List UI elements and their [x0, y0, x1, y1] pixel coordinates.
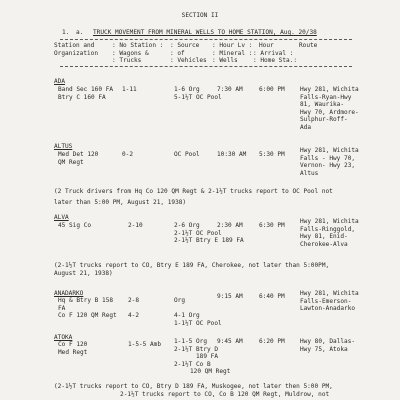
station-route: Hwy 281, Wichita Falls-Ringgold, Hwy 81, Enid- Cherokee-Alva — [300, 218, 359, 248]
note-paragraph: (2-1½T trucks report to CO, Btry D 189 FA, Muskogee, not later then 5:00 PM, 2-1½T trucks report to CO, Co B 120 QM Regt, Muldrow, not — [54, 383, 333, 398]
station-name: ATOKA — [54, 334, 73, 341]
col-wagons-header: : No Station : : Wagons & : Trucks — [112, 42, 164, 65]
station-wagons: 1-11 — [122, 86, 137, 93]
col-station-header: Station and Organization — [54, 42, 99, 57]
station-route: Hwy 281, Wichita Falls-Ryan-Hwy 81, Waurika- Hwy 70, Ardmore- Sulphur-Roff- Ada — [300, 86, 359, 131]
station-name: ALVA — [54, 214, 69, 221]
station-route: Hwy 281, Wichita Falls - Hwy 70, Vernon- Hwy 23, Altus — [300, 147, 359, 177]
station-wagons: 2-10 — [128, 222, 143, 229]
station-source: 1-1-5 Org 2-1½T Btry D 189 FA 2-1½T Co B 120 QM Regt — [174, 338, 231, 376]
station-hour-arrive: 6:20 PM — [259, 338, 285, 345]
station-units: Med Det 120 QM Regt — [58, 151, 99, 166]
station-units: 45 Sig Co — [58, 222, 92, 229]
col-source-header: : Source : of : Vehicles — [170, 42, 207, 65]
station-source: OC Pool — [174, 151, 200, 158]
station-hour-arrive: 6:30 PM — [259, 222, 285, 229]
station-wagons: 1-5-5 Amb — [128, 341, 162, 348]
station-units: Co F 120 Med Regt — [58, 341, 88, 356]
header-top-rule — [60, 39, 352, 40]
station-name: ANADARKO — [54, 290, 84, 297]
station-hour-leave: 9:15 AM — [217, 293, 243, 300]
station-route: Hwy 281, Wichita Falls-Emerson- Lawton-Anadarko — [300, 290, 359, 313]
station-hour-leave: 7:30 AM — [217, 86, 243, 93]
station-wagons: 2-8 4-2 — [128, 297, 140, 320]
col-route-header: Route — [299, 42, 318, 49]
col-hour-arrival-header: Hour : Arrival : : Home Sta.: — [253, 42, 298, 65]
heading-title: TRUCK MOVEMENT FROM MINERAL WELLS TO HOME STATION, Aug. 20/38 — [93, 29, 317, 36]
station-hour-leave: 9:45 AM — [217, 338, 243, 345]
station-hour-leave: 2:30 AM — [217, 222, 243, 229]
station-source: Org 4-1 Org 1-1½T OC Pool — [174, 297, 222, 327]
heading-number: 1. — [62, 29, 70, 36]
station-hour-arrive: 6:40 PM — [259, 293, 285, 300]
col-hour-lv-header: : Hour Lv : : Mineral : : Wells — [212, 42, 253, 65]
station-name: ADA — [54, 78, 66, 85]
station-hour-arrive: 6:00 PM — [259, 86, 285, 93]
station-source: 2-6 Org 2-1½T OC Pool 2-1½T Btry E 189 FA — [174, 222, 244, 245]
station-hour-leave: 10:30 AM — [217, 151, 247, 158]
note-paragraph: (2 Truck drivers from Hq Co 120 QM Regt & 2-1½T trucks report to OC Pool not later than 5:00 PM, August 21, 1938) — [54, 188, 333, 206]
station-source: 1-6 Org 5-1½T OC Pool — [174, 86, 222, 101]
station-units: Band Sec 160 FA Btry C 160 FA — [58, 86, 114, 101]
station-name: ALTUS — [54, 143, 73, 150]
station-route: Hwy 80, Dallas- Hwy 75, Atoka — [300, 338, 356, 353]
note-paragraph: (2-1½T trucks report to CO, Btry E 189 FA, Cherokee, not later than 5:00PM, August 21, 1938) — [54, 262, 330, 277]
station-units: Hq & Btry B 158 FA Co F 120 QM Regt — [58, 297, 117, 320]
station-hour-arrive: 5:30 PM — [259, 151, 285, 158]
heading-letter: a. — [76, 29, 84, 36]
station-wagons: 0-2 — [122, 151, 134, 158]
header-bottom-rule — [60, 66, 352, 67]
section-title: SECTION II — [181, 12, 219, 19]
